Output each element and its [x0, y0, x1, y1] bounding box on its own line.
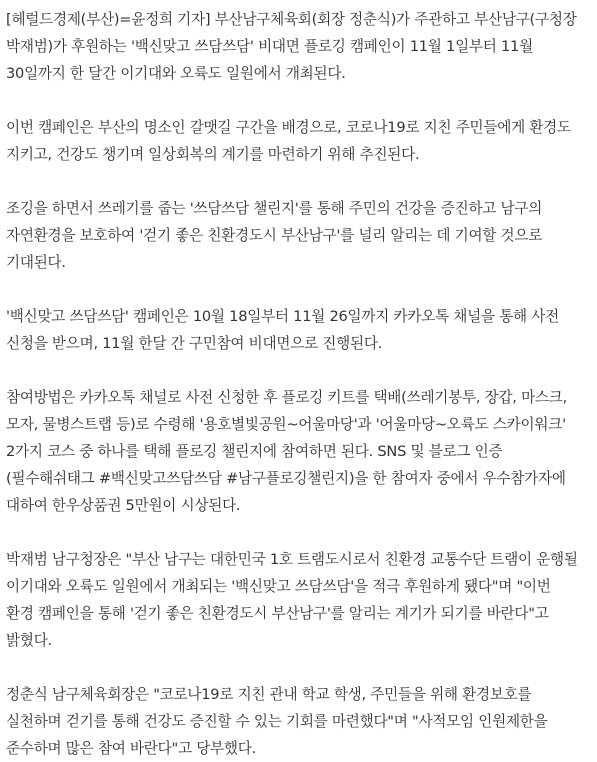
article-paragraph-intro: [헤럴드경제(부산)=윤정희 기자] 부산남구체육회(회장 정춘식)가 주관하고 부산남구(구청장 박재범)가 후원하는 '백신맞고 쓰담쓰담' 비대면 플로깅 캠페인이 11월 1일부터 11월 30일까지 한 달간 이기대와 오륙도 일원에서 개최된다.: [6, 11, 577, 82]
article-paragraph-purpose: 이번 캠페인은 부산의 명소인 갈맷길 구간을 배경으로, 코로나19로 지친 주민들에게 환경도 지키고, 건강도 챙기며 일상회복의 계기를 마련하기 위해 추진된다.: [6, 119, 571, 163]
article-paragraph-chairman-quote: 정춘식 남구체육회장은 "코로나19로 지친 관내 학교 학생, 주민들을 위해 환경보호를 실천하며 걷기를 통해 건강도 증진할 수 있는 기회를 마련했다"며 "사적모임 인원제한을 준수하며 많은 참여 바란다"고 당부했다.: [6, 686, 548, 757]
article-paragraph-schedule: '백신맞고 쓰담쓰담' 캠페인은 10월 18일부터 11월 26일까지 카카오톡 채널을 통해 사전 신청을 받으며, 11월 한달 간 구민참여 비대면으로 진행된다.: [6, 308, 559, 352]
article-paragraph-participation: 참여방법은 카카오톡 채널로 사전 신청한 후 플로깅 키트를 택배(쓰레기봉투, 장갑, 마스크, 모자, 물병스트랩 등)로 수령해 '용호별빛공원~어울마당'과 '어울마당~오륙도 스카이워크' 2가지 코스 중 하나를 택해 플로깅 챌린지에 참여하면 된다. SNS 및 블로그 인증(필수해쉬태그 #백신맞고쓰담쓰담 #남구플로깅챌린지)을 한 참여자 중에서 우수참가자에 대하여 한우상품권 5만원이 시상된다.: [6, 389, 568, 514]
article-paragraph-mayor-quote: 박재범 남구청장은 "부산 남구는 대한민국 1호 트램도시로서 친환경 교통수단 트램이 운행될 이기대와 오륙도 일원에서 개최되는 '백신맞고 쓰담쓰담'을 적극 후원하게 됐다"며 "이번 환경 캠페인을 통해 '걷기 좋은 친환경도시 부산남구'를 알리는 계기가 되기를 바란다"고 밝혔다.: [6, 551, 578, 649]
article-paragraph-challenge: 조깅을 하면서 쓰레기를 줍는 '쓰담쓰담 챌린지'를 통해 주민의 건강을 증진하고 남구의 자연환경을 보호하여 '걷기 좋은 친환경도시 부산남구'를 널리 알리는 데 기여할 것으로 기대된다.: [6, 200, 543, 271]
